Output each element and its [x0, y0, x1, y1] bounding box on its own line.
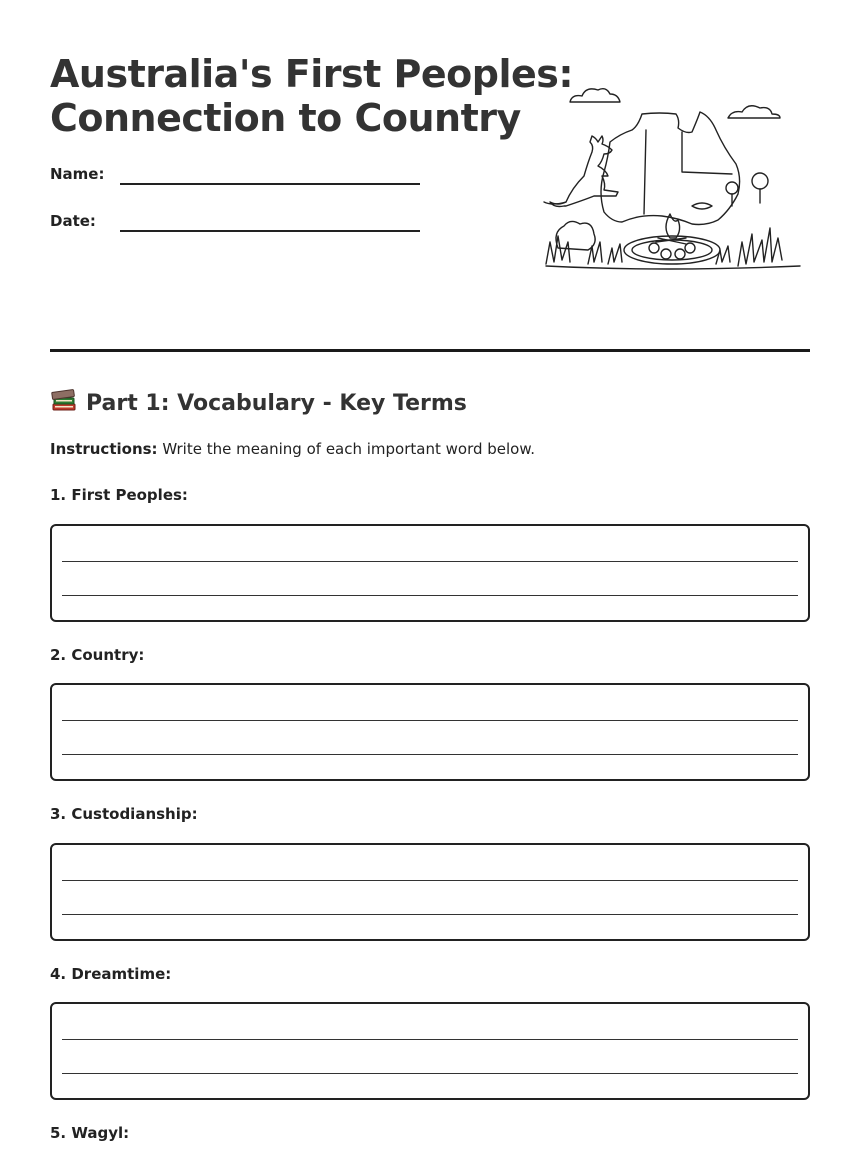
- australia-illustration: [542, 78, 804, 274]
- australia-map: [601, 112, 740, 225]
- title-line-2: Connection to Country: [50, 96, 521, 140]
- answer-line: [62, 1073, 798, 1074]
- answer-line: [62, 720, 798, 721]
- date-field[interactable]: [50, 212, 430, 242]
- grass-right: [738, 228, 782, 266]
- books-icon: [50, 388, 78, 414]
- answer-line: [62, 880, 798, 881]
- section-title-text: Part 1: Vocabulary - Key Terms: [86, 391, 467, 416]
- instructions: [50, 440, 535, 458]
- answer-box[interactable]: [50, 524, 810, 622]
- date-line[interactable]: [120, 230, 420, 232]
- name-line[interactable]: [120, 183, 420, 185]
- section-title: [50, 388, 467, 416]
- answer-box[interactable]: [50, 683, 810, 781]
- grass-left: [546, 236, 602, 264]
- answer-line: [62, 561, 798, 562]
- term-label: 1. First Peoples:: [50, 486, 188, 504]
- campfire-logs: [656, 238, 686, 244]
- answer-line: [62, 754, 798, 755]
- tree-1-crown: [752, 173, 768, 189]
- map-border-1: [644, 130, 646, 214]
- tree-2-crown: [726, 182, 738, 194]
- bush-left: [556, 221, 595, 250]
- instructions-text: Write the meaning of each important word below.: [157, 440, 536, 458]
- title-line-1: Australia's First Peoples:: [50, 52, 574, 96]
- kangaroo: [550, 136, 618, 207]
- term-label: 4. Dreamtime:: [50, 965, 172, 983]
- cloud-right: [728, 106, 780, 118]
- answer-box[interactable]: [50, 843, 810, 941]
- name-field[interactable]: [50, 165, 430, 195]
- name-label: Name:: [50, 165, 105, 183]
- term-label: 3. Custodianship:: [50, 805, 198, 823]
- waterhole-inner: [632, 240, 712, 260]
- boomerang: [692, 203, 712, 209]
- date-label: Date:: [50, 212, 96, 230]
- answer-line: [62, 914, 798, 915]
- cloud-left: [570, 89, 620, 102]
- header-divider: [50, 349, 810, 352]
- answer-line: [62, 595, 798, 596]
- instructions-label: Instructions:: [50, 440, 158, 458]
- ground-line: [546, 266, 800, 269]
- term-label: 5. Wagyl:: [50, 1124, 130, 1142]
- answer-box[interactable]: [50, 1002, 810, 1100]
- map-border-2: [682, 132, 732, 174]
- answer-line: [62, 1039, 798, 1040]
- worksheet-title: [50, 52, 574, 140]
- term-label: 2. Country:: [50, 646, 145, 664]
